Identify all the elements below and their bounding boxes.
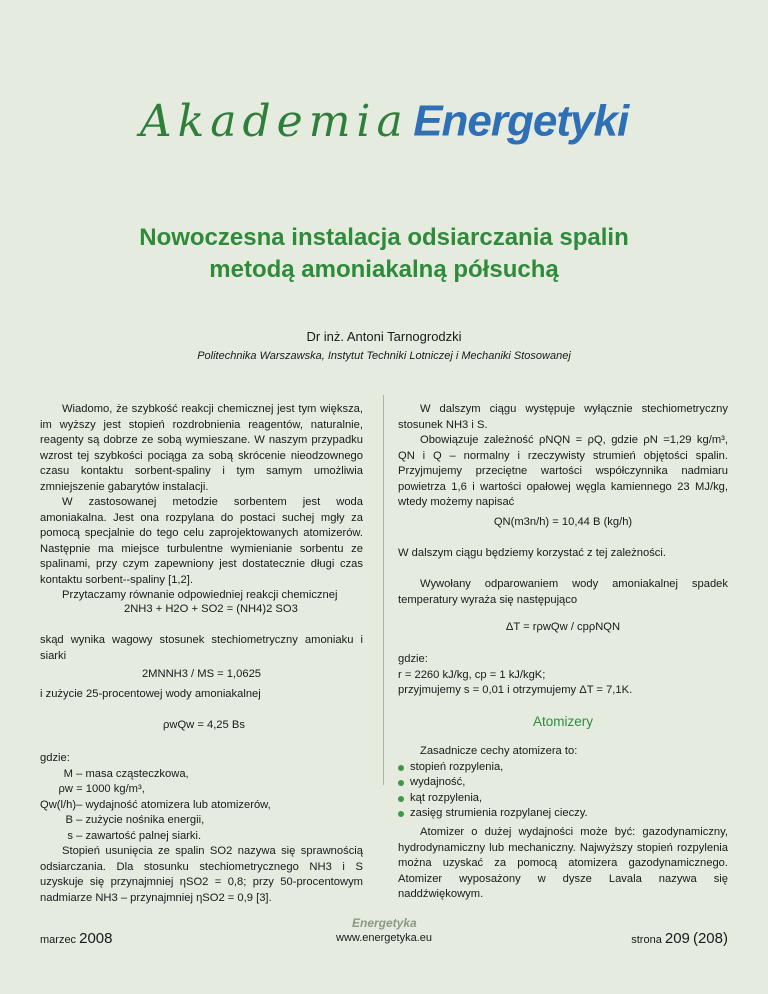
right-paragraph-7: Atomizer o dużej wydajności może być: gazodynamiczny, hydrodynamiczny lub mechaniczny. Najwyższy stopień rozpylenia można uzyskać za pomocą atomizera gazodynamicznego. Atomizer wyposażony w dysze Lavala nazywa się naddźwiękowym. bbox=[398, 826, 728, 900]
list-item: wydajność, bbox=[398, 775, 728, 791]
left-definitions bbox=[40, 751, 363, 906]
title-line-2: metodą amoniakalną półsuchą bbox=[209, 256, 559, 283]
footer-page bbox=[631, 930, 728, 947]
definition-row: M – masa cząsteczkowa, bbox=[63, 767, 189, 780]
left-paragraph-4: skąd wynika wagowy stosunek stechiometryczny amoniaku i siarki bbox=[40, 634, 363, 662]
definition-row: ρw = 1000 kg/m³, bbox=[58, 783, 145, 795]
equation-reaction bbox=[124, 602, 364, 618]
bullet-icon bbox=[398, 796, 404, 802]
equation-ratio: 2MNNH3 / MS = 1,0625 bbox=[141, 668, 262, 680]
feature-list bbox=[398, 760, 728, 822]
title-line-1: Nowoczesna instalacja odsiarczania spalin bbox=[139, 224, 629, 251]
footer-page-number: 209 bbox=[664, 930, 690, 947]
affiliation: Politechnika Warszawska, Instytut Techniki Lotniczej i Mechaniki Stosowanej bbox=[197, 350, 571, 362]
footer-url: www.energetyka.eu bbox=[336, 932, 432, 944]
constants-line: r = 2260 kJ/kg, cp = 1 kJ/kgK; bbox=[398, 668, 546, 681]
right-paragraph-4-block bbox=[398, 577, 728, 608]
gdzie-label: gdzie: bbox=[40, 752, 70, 764]
footer-page-label: strona bbox=[631, 934, 662, 946]
left-usage-intro bbox=[40, 687, 363, 703]
right-features-block bbox=[398, 744, 728, 822]
bullet-icon bbox=[398, 765, 404, 771]
list-item: stopień rozpylenia, bbox=[398, 760, 728, 776]
equation-flow bbox=[398, 515, 728, 531]
right-paragraph-1: W dalszym ciągu występuje wyłącznie stechiometryczny stosunek NH3 i S. bbox=[398, 403, 728, 431]
list-item: kąt rozpylenia, bbox=[398, 791, 728, 807]
left-paragraph-1: Wiadomo, że szybkość reakcji chemicznej jest tym większa, im wyższy jest stopień rozdrobnienia reagentów, naturalnie, reagenty są dobrze ze sobą wymieszane. W naszym przypadku wzrost tej szybkości pociąga za sobą skrócenie nieodzownego czasu kontaktu sorbent-spaliny i tym samym umożliwia zmniejszenie gabarytów instalacji. bbox=[40, 403, 363, 493]
energetyki-logo-text: Energetyki bbox=[413, 96, 629, 146]
article-title bbox=[80, 222, 688, 286]
right-paragraph-2: Obowiązuje zależność ρNQN = ρQ, gdzie ρN =1,29 kg/m³, QN i Q – normalny i rzeczywisty strumień objętości spalin. Przyjmujemy przeciętne wartości współczynnika nadmiaru powietrza 1,6 i wartości opałowej węgla kamiennego 23 MJ/kg, wtedy możemy napisać bbox=[398, 434, 728, 508]
footer-logo: Energetyka bbox=[352, 916, 417, 930]
footer-year: 2008 bbox=[79, 930, 113, 947]
result-line: przyjmujemy s = 0,01 i otrzymujemy ΔT = 7,1K. bbox=[398, 684, 633, 696]
footer-month: marzec bbox=[40, 934, 77, 946]
definition-row: s – zawartość palnej siarki. bbox=[67, 829, 202, 842]
right-paragraph-6: Zasadnicze cechy atomizera to: bbox=[420, 745, 578, 757]
equation-flow-text: QN(m3n/h) = 10,44 B (kg/h) bbox=[493, 516, 633, 528]
left-paragraph-2: W zastosowanej metodzie sorbentem jest woda amoniakalna. Jest ona rozpylana do postaci suchej mgły za pomocą specjalnie do tego celu zaprojektowanych atomizerów. Następnie ma miejsce turbulentne wymienianie sorbentu ze spalinami, przy czym zapewniony jest dostatecznie długi czas kontaktu sorbent--spaliny [1,2]. bbox=[40, 496, 363, 586]
equation-delta-t-text: ΔT = rρwQw / cpρNQN bbox=[505, 621, 621, 633]
left-paragraph-6: Stopień usunięcia ze spalin SO2 nazywa się sprawnością odsiarczania. Dla stosunku stechiometrycznego NH3 i S uzyskuje się przynajmniej ηSO2 = 0,8; przy 50-procentowym nadmiarze NH3 – przynajmniej ηSO2 = 0,9 [3]. bbox=[40, 845, 363, 904]
right-gdzie-block bbox=[398, 652, 728, 699]
bullet-icon bbox=[398, 780, 404, 786]
left-column bbox=[40, 402, 363, 604]
left-ratio-block bbox=[40, 633, 363, 683]
author: Dr inż. Antoni Tarnogrodzki bbox=[306, 329, 462, 344]
left-paragraph-5: i zużycie 25-procentowej wody amoniakalnej bbox=[40, 688, 261, 700]
akademia-logo-text: Akademia bbox=[139, 96, 409, 147]
right-column bbox=[398, 402, 728, 511]
left-paragraph-3: Przytaczamy równanie odpowiedniej reakcji chemicznej bbox=[62, 589, 338, 601]
equation-usage-text: ρwQw = 4,25 Bs bbox=[163, 719, 245, 731]
equation-delta-t bbox=[398, 620, 728, 636]
equation-reaction-text: 2NH3 + H2O + SO2 = (NH4)2 SO3 bbox=[124, 603, 298, 615]
right-paragraph-3: W dalszym ciągu będziemy korzystać z tej zależności. bbox=[398, 547, 666, 559]
section-heading-atomizery: Atomizery bbox=[532, 714, 593, 729]
right-paragraph-4: Wywołany odparowaniem wody amoniakalnej spadek temperatury wyraża się następująco bbox=[398, 578, 728, 606]
right-paragraph-7-block bbox=[398, 825, 728, 903]
footer-page-alt: (208) bbox=[692, 930, 728, 947]
gdzie-label: gdzie: bbox=[398, 653, 428, 665]
right-paragraph-3-block bbox=[398, 546, 728, 562]
equation-usage bbox=[163, 718, 363, 734]
definition-row: B – zużycie nośnika energii, bbox=[65, 814, 205, 826]
journal-header bbox=[0, 96, 768, 166]
bullet-icon bbox=[398, 811, 404, 817]
column-divider bbox=[383, 395, 384, 785]
list-item: zasięg strumienia rozpylanej cieczy. bbox=[398, 806, 728, 822]
definition-row: Qw(l/h) – wydajność atomizera lub atomizerów, bbox=[40, 798, 271, 811]
